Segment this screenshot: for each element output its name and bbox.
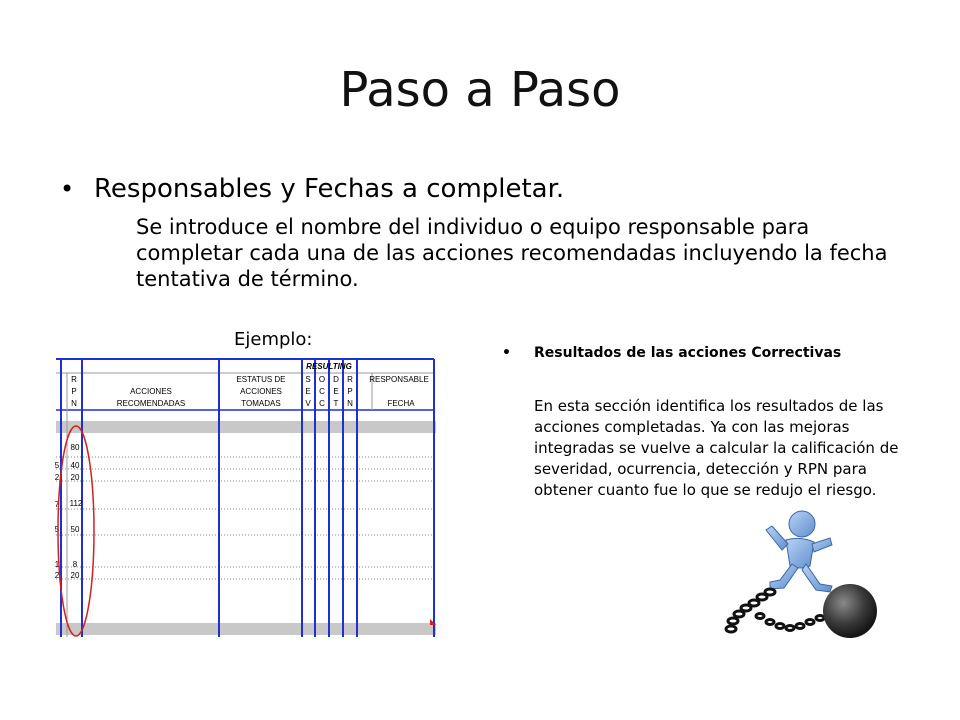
- sev-header-e: E: [305, 387, 311, 396]
- rpn-value: 50: [70, 525, 80, 534]
- bullet-dot-icon: •: [502, 345, 511, 361]
- det-header-t: T: [333, 399, 339, 408]
- right-bullet-text: Resultados de las acciones Correctivas: [534, 345, 842, 361]
- fmea-table: [56, 357, 438, 637]
- figure-breaking-chain-illustration: [724, 504, 888, 644]
- rpn2-header-p: P: [347, 387, 353, 396]
- fecha-header: FECHA: [387, 399, 415, 408]
- clipped-digit: 5: [54, 525, 60, 534]
- fmea-table-image: [56, 357, 438, 637]
- gray-band-top: [56, 421, 436, 433]
- resulting-label: RESULTING: [306, 362, 352, 371]
- recomendadas-header: RECOMENDADAS: [116, 399, 186, 408]
- det-header-e: E: [333, 387, 339, 396]
- rpn-value: 112: [69, 499, 83, 508]
- rpn-value: 40: [70, 461, 80, 470]
- right-description: En esta sección identifica los resultados de las acciones completadas. Ya con las mejoras integradas se vuelve a calcular la calificación de severidad, ocurrencia, detección y RPN para obtener cuanto fue lo que se redujo el riesgo.: [534, 397, 899, 499]
- clipped-digit: 5: [54, 461, 60, 470]
- iron-ball: [823, 584, 877, 638]
- rpn2-header-n: N: [347, 399, 353, 408]
- estatus-header: ESTATUS DE: [236, 375, 286, 384]
- rpn-value: 80: [70, 443, 80, 452]
- gray-band-bottom: [56, 623, 436, 635]
- responsable-header: RESPONSABLE: [369, 375, 429, 384]
- sev-header-s: S: [305, 375, 311, 384]
- occ-header-c1: C: [319, 387, 325, 396]
- rpn-value: 20: [70, 571, 80, 580]
- occ-header-c2: C: [319, 399, 325, 408]
- rpn-header-r: R: [71, 375, 77, 384]
- chain: [726, 589, 824, 632]
- example-label: Ejemplo:: [234, 329, 313, 350]
- rpn-header-p: P: [71, 387, 77, 396]
- page-title: Paso a Paso: [339, 62, 621, 118]
- clipped-digit: 2: [54, 571, 60, 580]
- rpn-value: 8: [72, 560, 78, 569]
- main-description: Se introduce el nombre del individuo o equipo responsable para completar cada una de las acciones recomendadas incluyendo la fecha tentativa de término.: [136, 215, 888, 291]
- rpn-value: 20: [70, 473, 80, 482]
- acciones-tomadas-header-2: TOMADAS: [241, 399, 281, 408]
- sev-header-v: V: [305, 399, 311, 408]
- rpn2-header-r: R: [347, 375, 353, 384]
- acciones-header: ACCIONES: [130, 387, 172, 396]
- bullet-dot-icon: •: [60, 175, 75, 203]
- blue-figure: [766, 511, 832, 592]
- breaking-chain-icon: [724, 504, 888, 644]
- occ-header-o: O: [318, 375, 326, 384]
- main-bullet-text: Responsables y Fechas a completar.: [94, 174, 565, 204]
- rpn-header-n: N: [71, 399, 77, 408]
- clipped-digit: 7: [54, 500, 60, 509]
- clipped-digit: 2: [54, 473, 60, 482]
- acciones-tomadas-header-1: ACCIONES: [240, 387, 282, 396]
- clipped-digit: 1: [54, 560, 60, 569]
- det-header-d: D: [333, 375, 339, 384]
